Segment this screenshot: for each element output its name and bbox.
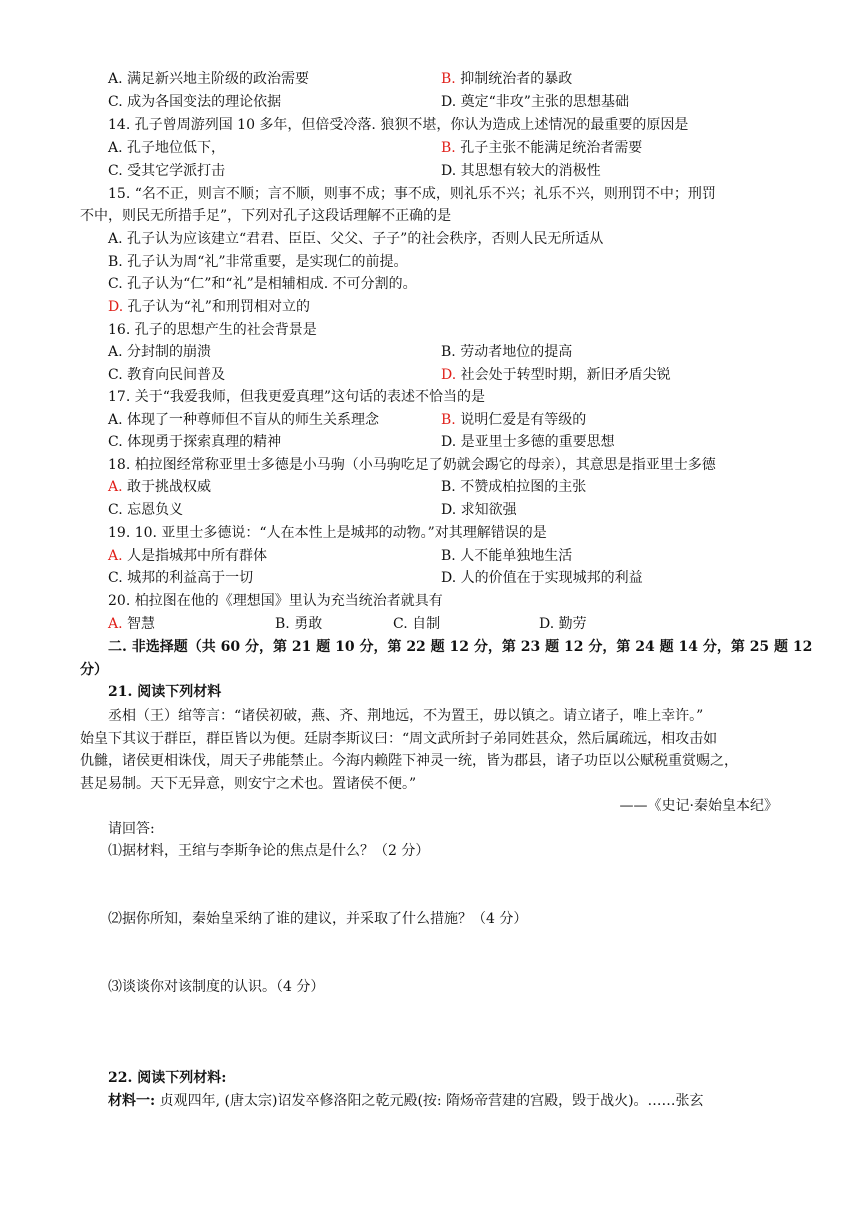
q14-option-a: A. 孔子地位低下， — [108, 140, 226, 156]
q18-option-c: C. 忘恩负义 — [108, 502, 184, 518]
q19-stem: 19. 10. 亚里士多德说：“人在本性上是城邦的动物。”对其理解错误的是 — [108, 525, 547, 541]
answer-mark: D. — [108, 299, 124, 315]
q14-option-d: D. 其思想有较大的消极性 — [441, 163, 601, 179]
answer-mark: A. — [108, 479, 123, 495]
q13-option-a: A. 满足新兴地主阶级的政治需要 — [108, 71, 310, 87]
q19-option-d: D. 人的价值在于实现城邦的利益 — [441, 570, 643, 586]
q15-option-a: A. 孔子认为应该建立“君君、臣臣、父父、子子”的社会秩序，否则人民无所适从 — [108, 231, 604, 247]
q21-subquestion-3: ⑶谈谈你对该制度的认识。（4 分） — [108, 979, 325, 995]
q21-material-line-3: 仇雠，诸侯更相诛伐，周天子弗能禁止。今海内赖陛下神灵一统，皆为郡县，诸子功臣以公赋税重赏赐之， — [80, 753, 738, 769]
q21-subquestion-1: ⑴据材料，王绾与李斯争论的焦点是什么？（2 分） — [108, 843, 430, 859]
q14-stem: 14. 孔子曾周游列国 10 多年，但倍受冷落. 狼狈不堪，你认为造成上述情况的最重要的原因是 — [108, 117, 689, 133]
q22-title: 22. 阅读下列材料: — [108, 1070, 227, 1086]
q17-option-c: C. 体现勇于探索真理的精神 — [108, 434, 282, 450]
q20-option-c: C. 自制 — [393, 616, 441, 632]
q19-option-b: B. 人不能单独地生活 — [441, 548, 573, 564]
q15-stem-line-1: 15. “名不正，则言不顺；言不顺，则事不成；事不成，则礼乐不兴；礼乐不兴，则刑罚不中；刑罚 — [108, 186, 716, 202]
q21-subquestion-2: ⑵据你所知，秦始皇采纳了谁的建议，并采取了什么措施？（4 分） — [108, 911, 528, 927]
q17-option-b: B. 说明仁爱是有等级的 — [441, 412, 587, 428]
material-label: 材料一: — [108, 1093, 156, 1109]
q13-option-b: B. 抑制统治者的暴政 — [441, 71, 573, 87]
q18-option-b: B. 不赞成柏拉图的主张 — [441, 479, 587, 495]
q20-option-d: D. 勤劳 — [539, 616, 587, 632]
q18-option-d: D. 求知欲强 — [441, 502, 517, 518]
q22-material-1: 材料一: 贞观四年, (唐太宗)诏发卒修洛阳之乾元殿(按: 隋炀帝营建的宫殿，毁于战火)。……张玄 — [108, 1093, 704, 1109]
q18-stem: 18. 柏拉图经常称亚里士多德是小马驹（小马驹吃足了奶就会踢它的母亲），其意思是指亚里士多德 — [108, 457, 716, 473]
q15-option-b: B. 孔子认为周“礼”非常重要，是实现仁的前提。 — [108, 254, 408, 270]
q20-stem: 20. 柏拉图在他的《理想国》里认为充当统治者就具有 — [108, 593, 443, 609]
q19-option-a: A. 人是指城邦中所有群体 — [108, 548, 268, 564]
q13-option-d: D. 奠定“非攻”主张的思想基础 — [441, 94, 629, 110]
q20-option-a: A. 智慧 — [108, 616, 156, 632]
q21-source: ——《史记·秦始皇本纪》 — [619, 798, 778, 814]
q21-prompt: 请回答: — [108, 821, 155, 837]
answer-mark: B. — [441, 71, 456, 87]
answer-mark: B. — [441, 412, 456, 428]
section-2-heading-line-1: 二. 非选择题（共 60 分，第 21 题 10 分，第 22 题 12 分，第 23 题 12 分，第 24 题 14 分，第 25 题 12 — [108, 639, 813, 655]
q13-option-c: C. 成为各国变法的理论依据 — [108, 94, 282, 110]
q16-option-d: D. 社会处于转型时期，新旧矛盾尖锐 — [441, 367, 671, 383]
answer-mark: A. — [108, 548, 123, 564]
section-2-heading-line-2: 分） — [80, 662, 108, 678]
q21-material-line-2: 始皇下其议于群臣，群臣皆以为便。廷尉李斯议曰：“周文武所封子弟同姓甚众，然后属疏远，相攻击如 — [80, 731, 718, 747]
q15-stem-line-2: 不中，则民无所措手足”，下列对孔子这段话理解不正确的是 — [80, 208, 452, 224]
q20-option-b: B. 勇敢 — [275, 616, 323, 632]
q18-option-a: A. 敢于挑战权威 — [108, 479, 212, 495]
q14-option-b: B. 孔子主张不能满足统治者需要 — [441, 140, 643, 156]
q14-option-c: C. 受其它学派打击 — [108, 163, 226, 179]
q21-title: 21. 阅读下列材料 — [108, 684, 222, 700]
q17-stem: 17. 关于“我爱我师，但我更爱真理”这句话的表述不恰当的是 — [108, 389, 486, 405]
q21-material-line-4: 甚足易制。天下无异意，则安宁之术也。置诸侯不便。” — [80, 776, 417, 792]
q16-stem: 16. 孔子的思想产生的社会背景是 — [108, 322, 317, 338]
q16-option-b: B. 劳动者地位的提高 — [441, 344, 573, 360]
q15-option-d: D. 孔子认为“礼”和刑罚相对立的 — [108, 299, 310, 315]
q21-material-line-1: 丞相（王）绾等言：“诸侯初破，燕、齐、荆地远，不为置王，毋以镇之。请立诸子，唯上幸许。” — [108, 708, 704, 724]
q17-option-d: D. 是亚里士多德的重要思想 — [441, 434, 615, 450]
q17-option-a: A. 体现了一种尊师但不盲从的师生关系理念 — [108, 412, 380, 428]
answer-mark: A. — [108, 616, 123, 632]
q19-option-c: C. 城邦的利益高于一切 — [108, 570, 254, 586]
answer-mark: B. — [441, 140, 456, 156]
answer-mark: D. — [441, 367, 457, 383]
q15-option-c: C. 孔子认为“仁”和“礼”是相辅相成. 不可分割的。 — [108, 276, 417, 292]
q16-option-a: A. 分封制的崩溃 — [108, 344, 212, 360]
q16-option-c: C. 教育向民间普及 — [108, 367, 226, 383]
